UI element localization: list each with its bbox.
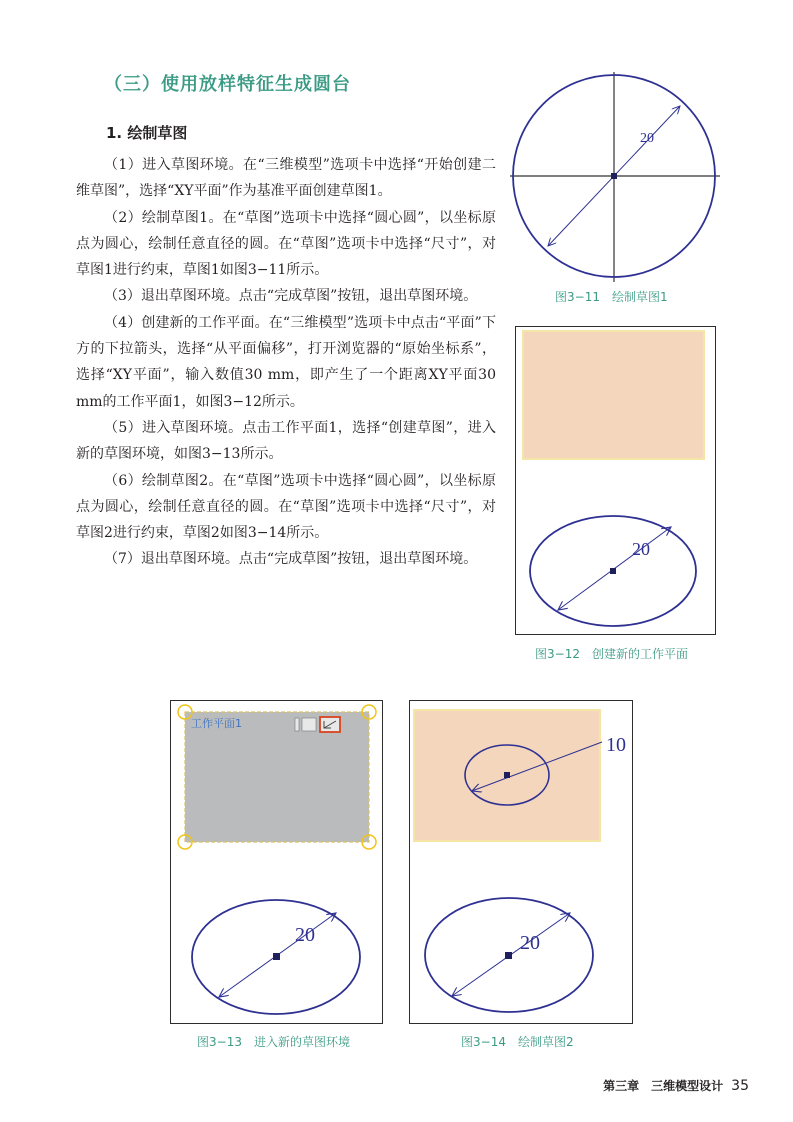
page-footer xyxy=(603,1077,749,1094)
work-plane-1 xyxy=(523,331,704,459)
center-point xyxy=(505,952,512,959)
dimension-label: 20 xyxy=(632,539,650,559)
caption-3-13: 图3−13 进入新的草图环境 xyxy=(197,1035,350,1049)
selected-work-plane[interactable] xyxy=(185,712,369,842)
toolbar-grip-icon xyxy=(295,718,299,731)
caption-3-11: 图3−11 绘制草图1 xyxy=(555,290,668,304)
small-dimension-label: 10 xyxy=(606,734,626,756)
figure-3-13 xyxy=(170,700,383,1024)
section-title: （三）使用放样特征生成圆台 xyxy=(104,74,351,95)
caption-3-12: 图3−12 创建新的工作平面 xyxy=(535,647,688,661)
work-plane-label: 工作平面1 xyxy=(191,717,242,730)
paragraph-step-7: （7）退出草图环境。点击“完成草图”按钮，退出草图环境。 xyxy=(104,551,478,568)
small-center-point xyxy=(504,772,510,778)
page-number: 35 xyxy=(731,1078,749,1094)
figure-3-12 xyxy=(515,326,716,635)
sketch-1-drawing xyxy=(510,72,720,282)
dimension-label: 20 xyxy=(640,131,654,146)
caption-3-14: 图3−14 绘制草图2 xyxy=(461,1035,574,1049)
paragraph-step-5: （5）进入草图环境。点击工作平面1，选择“创建草图”，进入新的草图环境，如图3−13所示。 xyxy=(76,419,496,463)
paragraph-step-1: （1）进入草图环境。在“三维模型”选项卡中选择“开始创建二维草图”，选择“XY平面”作为基准平面创建草图1。 xyxy=(76,157,496,200)
paragraph-step-3: （3）退出草图环境。点击“完成草图”按钮，退出草图环境。 xyxy=(104,288,478,305)
center-point xyxy=(611,173,617,179)
paragraph-step-4: （4）创建新的工作平面。在“三维模型”选项卡中点击“平面”下方的下拉箭头，选择“从平面偏移”，打开浏览器的“原始坐标系”，选择“XY平面”，输入数值30 mm，即产生了一个距离XY平面30 mm的工作平面1，如图3−12所示。 xyxy=(76,314,496,410)
chapter-title: 第三章 三维模型设计 xyxy=(603,1079,724,1093)
center-point xyxy=(273,953,280,960)
new-sketch-drawing xyxy=(171,701,382,1023)
dimension-label: 20 xyxy=(295,924,315,946)
sketch-2-drawing xyxy=(410,701,632,1023)
paragraph-step-6: （6）绘制草图2。在“草图”选项卡中选择“圆心圆”，以坐标原点为圆心，绘制任意直径的圆。在“草图”选项卡中选择“尺寸”，对草图2进行约束，草图2如图3−14所示。 xyxy=(76,472,496,542)
figure-3-14 xyxy=(409,700,633,1024)
figure-3-11 xyxy=(510,72,720,282)
work-plane-drawing xyxy=(516,327,715,634)
large-dimension-label: 20 xyxy=(520,932,540,954)
paragraph-step-2: （2）绘制草图1。在“草图”选项卡中选择“圆心圆”，以坐标原点为圆心，绘制任意直径的圆。在“草图”选项卡中选择“尺寸”，对草图1进行约束，草图1如图3−11所示。 xyxy=(76,209,496,279)
subsection-title: 1. 绘制草图 xyxy=(106,124,188,142)
body-text xyxy=(76,152,496,573)
center-point xyxy=(610,568,616,574)
pin-icon[interactable] xyxy=(302,718,316,731)
